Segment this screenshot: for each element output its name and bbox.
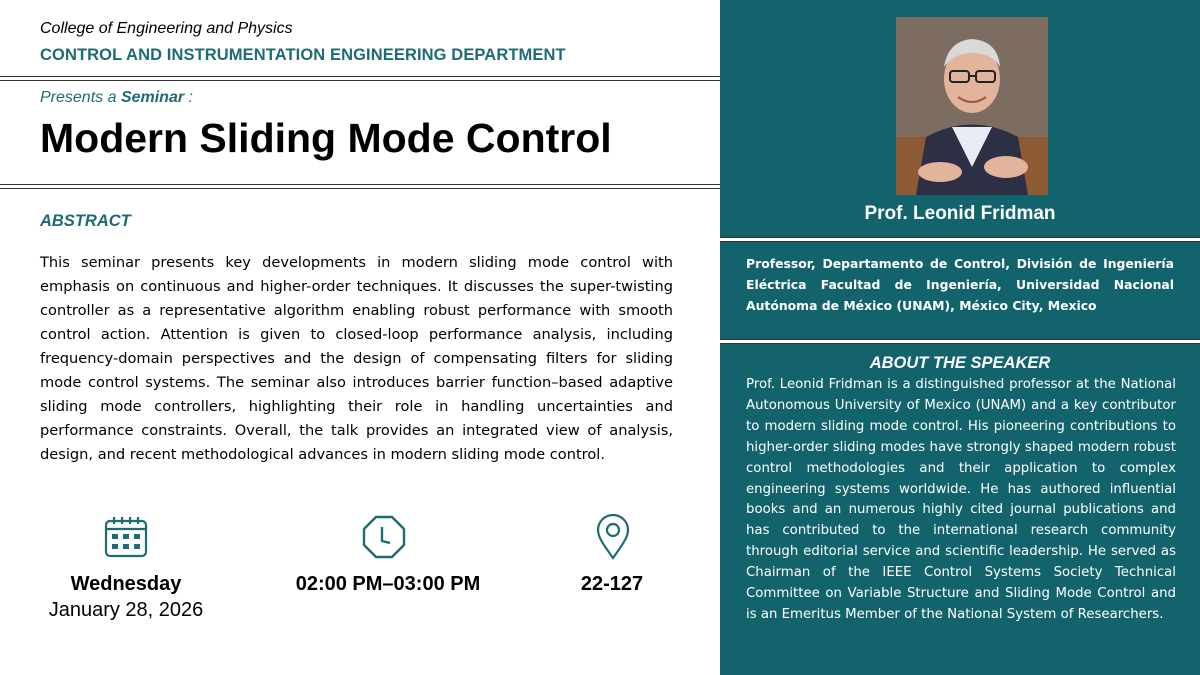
- speaker-affiliation: Professor, Departamento de Control, División de Ingeniería Eléctrica Facultad de Ingeniería, Universidad Nacional Autónoma de México (UNAM), México City, Mexico: [746, 256, 1174, 313]
- clock-icon: [361, 514, 407, 560]
- speaker-photo: [896, 17, 1048, 195]
- presents-prefix: Presents a: [40, 89, 121, 106]
- location-pin-icon: [590, 514, 636, 560]
- bottom-divider: [0, 184, 720, 189]
- department-name: CONTROL AND INSTRUMENTATION ENGINEERING DEPARTMENT: [40, 46, 566, 64]
- event-day: Wednesday: [70, 573, 182, 595]
- seminar-title: Modern Sliding Mode Control: [40, 115, 612, 161]
- about-speaker-body: Prof. Leonid Fridman is a distinguished professor at the National Autonomous University of Mexico (UNAM) and a key contributor to modern sliding mode control. His pioneering contributions to higher-order sliding modes have strongly shaped modern robust control methodologies and their application to complex engineering systems worldwide. He has authored influential books and an numerous highly cited journal publications and has contributed to the international research community through editorial service and scientific leadership. He served as Chairman of the IEEE Control Systems Society Technical Committee on Variable Structure and Sliding Mode Control and is an Emeritus Member of the National System of Researchers.: [746, 377, 1176, 622]
- event-time: 02:00 PM–03:00 PM: [295, 573, 481, 595]
- event-room: 22-127: [580, 573, 644, 595]
- top-divider: [0, 76, 720, 81]
- abstract-body: This seminar presents key developments in modern sliding mode control with emphasis on continuous and higher-order techniques. It discusses the super-twisting controller as a representative algorithm enabling robust performance with smooth control action. Attention is given to closed-loop performance analysis, including frequency-domain perspectives and the design of compensating filters for sliding mode control systems. The seminar also introduces barrier function–based adaptive sliding mode controllers, highlighting their role in handling uncertainties and performance constraints. Overall, the talk provides an integrated view of analysis, design, and recent methodological advances in modern sliding mode control.: [40, 254, 673, 463]
- abstract-heading: ABSTRACT: [40, 212, 131, 230]
- about-speaker-heading: ABOUT THE SPEAKER: [869, 354, 1051, 372]
- presents-suffix: :: [184, 89, 193, 106]
- presents-line: [40, 89, 193, 107]
- speaker-name: Prof. Leonid Fridman: [864, 203, 1056, 224]
- event-date: January 28, 2026: [48, 599, 204, 621]
- presents-seminar: Seminar: [120, 89, 185, 106]
- college-name: College of Engineering and Physics: [40, 20, 293, 37]
- calendar-icon: [103, 514, 149, 560]
